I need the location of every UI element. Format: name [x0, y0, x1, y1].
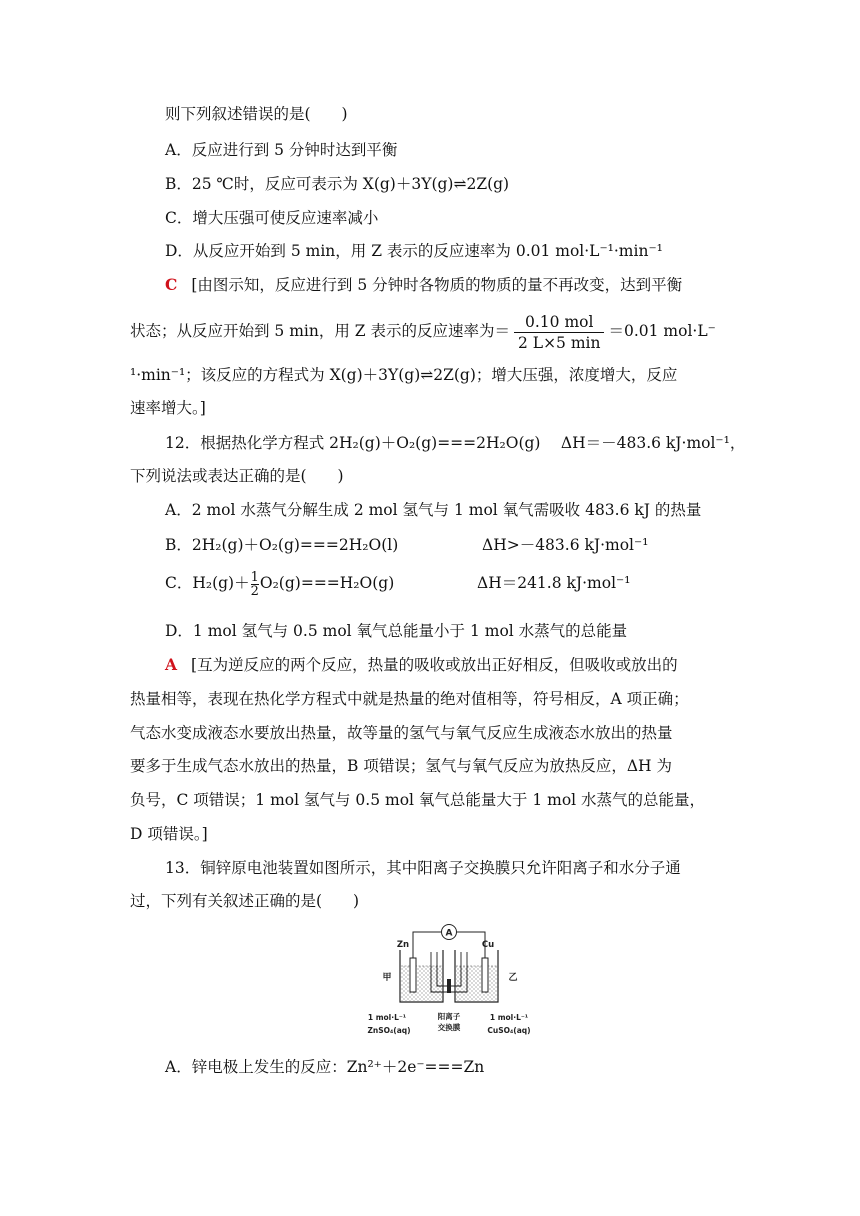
one-half-fraction	[251, 571, 259, 598]
ammeter-label: A	[445, 928, 453, 939]
q11-explanation-text-2a: 状态；从反应开始到 5 min，用 Z 表示的反应速率为＝	[130, 322, 510, 340]
q12-option-d: D．1 mol 氢气与 0.5 mol 氧气总能量小于 1 mol 水蒸气的总能量	[165, 622, 628, 640]
left-concentration: 1 mol·L⁻¹	[367, 1013, 407, 1022]
q12-option-c-post: O₂(g)===H₂O(g)	[259, 574, 395, 592]
q13-stem-line-1: 13．铜锌原电池装置如图所示，其中阳离子交换膜只允许阳离子和水分子通	[165, 859, 681, 877]
q11-answer: C	[165, 275, 178, 294]
q11-explanation-line-2	[130, 309, 730, 353]
q11-option-a: A．反应进行到 5 分钟时达到平衡	[165, 141, 398, 159]
q12-option-b-equation: B．2H₂(g)＋O₂(g)===2H₂O(l)	[165, 536, 399, 554]
q13-stem-line-2: 过，下列有关叙述正确的是( )	[130, 892, 360, 910]
one-half-numerator: 1	[250, 569, 259, 585]
q11-explanation-text-1: [由图示知，反应进行到 5 分钟时各物质的物质的量不再改变，达到平衡	[191, 276, 683, 294]
q12-stem-line-1: 12．根据热化学方程式 2H₂(g)＋O₂(g)===2H₂O(g) ΔH＝－483.6 kJ·mol⁻¹，	[165, 434, 746, 452]
cation-exchange-membrane	[447, 979, 451, 993]
q12-option-c-pre: C．H₂(g)＋	[165, 574, 250, 592]
q12-explanation-line-6: D 项错误。]	[130, 825, 208, 843]
q12-explanation-line-4: 要多于生成气态水放出的热量，B 项错误；氢气与氧气反应为放热反应，ΔH 为	[130, 757, 672, 775]
right-solution	[456, 966, 497, 1001]
q12-explanation-line-2: 热量相等，表现在热化学方程式中就是热量的绝对值相等，符号相反，A 项正确；	[130, 690, 689, 708]
q12-explanation-text-1: [互为逆反应的两个反应，热量的吸收或放出正好相反，但吸收或放出的	[191, 656, 678, 674]
right-cell-label: 乙	[508, 973, 518, 983]
left-solution-label: ZnSO₄(aq)	[367, 1026, 411, 1035]
rate-fraction	[514, 312, 605, 353]
q12-option-a: A．2 mol 水蒸气分解生成 2 mol 氢气与 1 mol 氧气需吸收 483.6 kJ 的热量	[165, 501, 702, 519]
q12-explanation-line-1	[165, 654, 730, 676]
q13-option-a: A．锌电极上发生的反应：Zn²⁺＋2e⁻===Zn	[165, 1058, 485, 1076]
q12-explanation-line-5: 负号，C 项错误；1 mol 氢气与 0.5 mol 氧气总能量大于 1 mol 水蒸气的总能量，	[130, 791, 706, 809]
q11-explanation-line-1	[165, 274, 730, 296]
q12-option-b-enthalpy: ΔH>－483.6 kJ·mol⁻¹	[482, 536, 649, 554]
q12-answer: A	[165, 655, 178, 674]
rate-fraction-denominator: 2 L×5 min	[517, 333, 601, 352]
q11-explanation-text-2b: ＝0.01 mol·L⁻	[608, 322, 716, 340]
q11-option-b: B．25 ℃时，反应可表示为 X(g)＋3Y(g)⇌2Z(g)	[165, 175, 510, 193]
q11-option-d: D．从反应开始到 5 min，用 Z 表示的反应速率为 0.01 mol·L⁻¹·min⁻¹	[165, 242, 663, 260]
rate-fraction-numerator: 0.10 mol	[514, 312, 605, 333]
q11-explanation-line-3: ¹·min⁻¹；该反应的方程式为 X(g)＋3Y(g)⇌2Z(g)；增大压强，浓度增大，反应	[130, 366, 678, 384]
one-half-denominator: 2	[250, 583, 259, 599]
q11-stem: 则下列叙述错误的是( )	[165, 105, 348, 123]
q12-explanation-line-3: 气态水变成液态水要放出热量，故等量的氢气与氧气反应生成液态水放出的热量	[130, 724, 673, 742]
q12-option-c-enthalpy: ΔH＝241.8 kJ·mol⁻¹	[477, 574, 631, 592]
zn-electrode	[410, 958, 416, 992]
left-solution	[401, 966, 442, 1001]
right-solution-label: CuSO₄(aq)	[487, 1026, 531, 1035]
membrane-label-1: 阳离子	[437, 1012, 461, 1021]
q11-option-c: C．增大压强可使反应速率减小	[165, 209, 379, 227]
cu-electrode-label: Cu	[481, 940, 495, 950]
q12-stem-line-2: 下列说法或表达正确的是( )	[130, 467, 344, 485]
q11-explanation-line-4: 速率增大。]	[130, 399, 206, 417]
q12-option-b	[165, 534, 765, 556]
membrane-label-2: 交换膜	[437, 1023, 461, 1032]
galvanic-cell-diagram	[363, 922, 533, 1044]
zn-electrode-label: Zn	[396, 940, 410, 950]
left-cell-label: 甲	[382, 973, 392, 983]
q12-option-c	[165, 568, 765, 598]
right-concentration: 1 mol·L⁻¹	[489, 1013, 529, 1022]
cu-electrode	[482, 958, 488, 992]
